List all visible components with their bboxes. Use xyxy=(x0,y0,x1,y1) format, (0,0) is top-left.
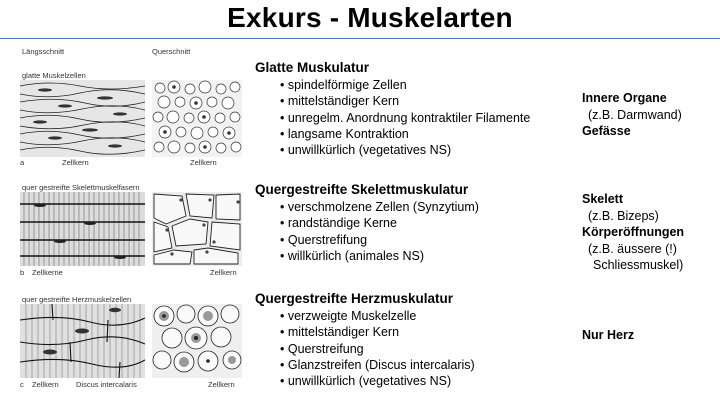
list-item: • unregelm. Anordnung kontraktiler Filamente xyxy=(280,110,530,126)
page-title: Exkurs - Muskelarten xyxy=(227,2,513,33)
letter-a: a xyxy=(20,158,25,167)
location-skeletal xyxy=(582,191,684,274)
location-example: (z.B. äussere (!) xyxy=(588,241,677,256)
list-item: • mittelständiger Kern xyxy=(280,324,475,340)
list-item: • unwillkürlich (vegetatives NS) xyxy=(280,373,475,389)
list-item: • mittelständiger Kern xyxy=(280,93,530,109)
skeletal-longitudinal-drawing xyxy=(20,192,145,266)
caption-smooth: glatte Muskelzellen xyxy=(22,71,86,80)
location-title: Nur Herz xyxy=(582,328,635,342)
location-title: Skelett xyxy=(582,192,623,206)
caption-cardiac: quer gestreifte Herzmuskelzellen xyxy=(22,295,132,304)
section-heading: Quergestreifte Skelettmuskulatur xyxy=(255,182,469,197)
label-cardiac-nucleus-left: Zellkern xyxy=(32,380,59,389)
letter-b: b xyxy=(20,268,25,277)
cardiac-longitudinal-drawing xyxy=(20,304,145,378)
list-item: • Glanzstreifen (Discus intercalaris) xyxy=(280,357,475,373)
location-cardiac xyxy=(582,327,634,344)
letter-c: c xyxy=(20,380,24,389)
section-smooth-muscle xyxy=(255,59,530,158)
label-smooth-nucleus-right: Zellkern xyxy=(190,158,217,167)
location-title: Gefässe xyxy=(582,124,631,138)
skeletal-cross-drawing xyxy=(152,192,242,266)
label-smooth-nucleus-left: Zellkern xyxy=(62,158,89,167)
list-item: • unwillkürlich (vegetatives NS) xyxy=(280,142,530,158)
location-example: (z.B. Bizeps) xyxy=(588,208,659,223)
list-item: • willkürlich (animales NS) xyxy=(280,248,479,264)
smooth-longitudinal-drawing xyxy=(20,80,145,157)
location-smooth xyxy=(582,90,682,140)
list-item: • verschmolzene Zellen (Synzytium) xyxy=(280,199,479,215)
label-cardiac-nucleus-right: Zellkern xyxy=(208,380,235,389)
list-item: • verzweigte Muskelzelle xyxy=(280,308,475,324)
list-item: • randständige Kerne xyxy=(280,215,479,231)
section-heading: Glatte Muskulatur xyxy=(255,60,370,75)
label-skeletal-nucleus: Zellkern xyxy=(210,268,237,277)
section-cardiac-muscle xyxy=(255,290,475,389)
header-longitudinal: Längsschnitt xyxy=(22,47,65,56)
list-item: • Querstreifung xyxy=(280,341,475,357)
title-divider xyxy=(0,38,720,39)
section-skeletal-muscle xyxy=(255,181,479,264)
cardiac-cross-drawing xyxy=(152,304,242,378)
section-heading: Quergestreifte Herzmuskulatur xyxy=(255,291,454,306)
smooth-cross-drawing xyxy=(152,80,242,157)
list-item: • langsame Kontraktion xyxy=(280,126,530,142)
location-title: Körperöffnungen xyxy=(582,225,685,239)
location-example: Schliessmuskel) xyxy=(593,258,684,272)
label-skeletal-nuclei: Zellkerne xyxy=(32,268,63,277)
list-item: • spindelförmige Zellen xyxy=(280,77,530,93)
caption-skeletal: quer gestreifte Skelettmuskelfasern xyxy=(22,183,140,192)
label-intercalated-disc: Discus intercalaris xyxy=(76,380,137,389)
location-example: (z.B. Darmwand) xyxy=(588,107,682,122)
header-cross-section: Querschnitt xyxy=(152,47,191,56)
list-item: • Querstrefifung xyxy=(280,232,479,248)
location-title: Innere Organe xyxy=(582,91,667,105)
